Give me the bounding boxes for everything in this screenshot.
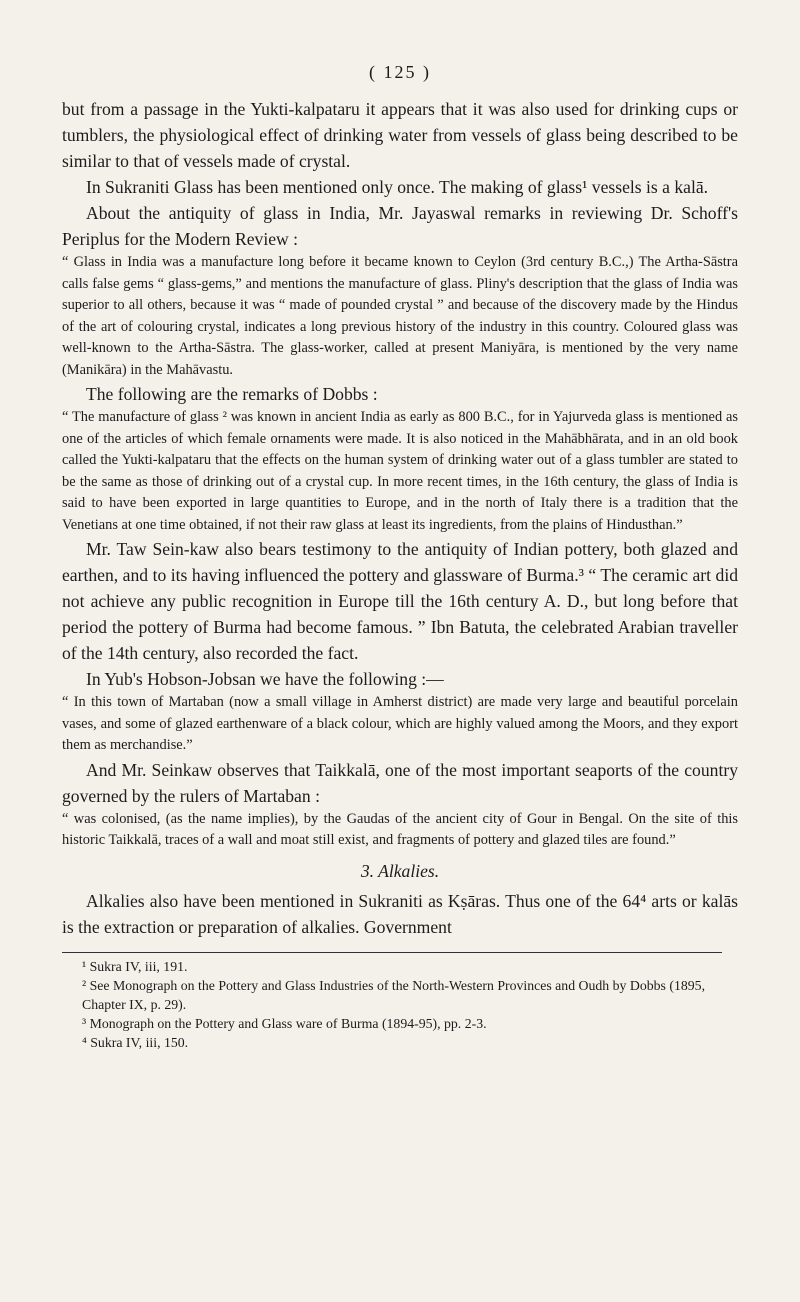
footnotes (62, 957, 738, 1052)
footnote-4: ⁴ Sukra IV, iii, 150. (82, 1034, 189, 1050)
paragraph-6: In Yub's Hobson-Jobsan we have the following :— (86, 669, 444, 689)
paragraph-8: Alkalies also have been mentioned in Sukraniti as Kṣāras. Thus one of the 64⁴ arts or kalās is the extraction or preparation of alkalies. Government (62, 890, 738, 937)
quote-3: “ In this town of Martaban (now a small village in Amherst district) are made very large and beautiful porcelain vases, and some of glazed earthenware of a black colour, which are highly valued among the Moors, and they export them as merchandise.” (62, 694, 738, 753)
footnote-divider (62, 952, 722, 953)
paragraph-7: And Mr. Seinkaw observes that Taikkalā, one of the most important seaports of the country governed by the rulers of Martaban : (62, 759, 738, 806)
paragraph-1: but from a passage in the Yukti-kalpataru it appears that it was also used for drinking cups or tumblers, the physiological effect of drinking water from vessels of glass being described to be similar to that of vessels made of crystal. (62, 99, 738, 171)
paragraph-4: The following are the remarks of Dobbs : (86, 384, 378, 404)
paragraph-5: Mr. Taw Sein-kaw also bears testimony to the antiquity of Indian pottery, both glazed and earthen, and to its having influenced the pottery and glassware of Burma.³ “ The ceramic art did not achieve any public recognition in Europe till the 16th century A. D., but long before that period the pottery of Burma had become famous. ” Ibn Batuta, the celebrated Arabian traveller of the 14th century, also recorded the fact. (62, 539, 738, 663)
quote-1: “ Glass in India was a manufacture long before it became known to Ceylon (3rd century B.C.,) The Artha-Sāstra calls false gems “ glass-gems,” and mentions the manufacture of glass. Pliny's description that the glass of India was superior to all others, because it was “ made of pounded crystal ” and because of the discovery made by the Hindus of the art of colouring crystal, indicates a long previous history of the industry in this country. Coloured glass was well-known to the Artha-Sāstra. The glass-worker, called at present Maniyāra, is mentioned by the very name (Manikāra) in the Mahāvastu. (62, 254, 738, 378)
quote-2: “ The manufacture of glass ² was known in ancient India as early as 800 B.C., for in Yajurveda glass is mentioned as one of the articles of which female ornaments were made. It is also noticed in the Mahābhārata, and in an old book called the Yukti-kalpataru that the effects on the human system of drinking water out of a glass tumbler are stated to be the same as those of drinking out of a crystal cup. In more recent times, in the 16th century, the glass of India is said to have been exported in large quantities to Europe, and in the north of Italy there is a tradition that the Venetians at one time obtained, if not their raw glass at least its ingredients, from the plains of Hindusthan.” (62, 409, 738, 533)
section-heading: 3. Alkalies. (360, 860, 440, 881)
page-body (62, 96, 738, 1052)
quote-4: “ was colonised, (as the name implies), by the Gaudas of the ancient city of Gour in Bengal. On the site of this historic Taikkalā, traces of a wall and moat still exist, and fragments of pottery and glazed tiles are found.” (62, 810, 738, 848)
paragraph-3: About the antiquity of glass in India, Mr. Jayaswal remarks in reviewing Dr. Schoff's Periplus for the Modern Review : (62, 203, 738, 249)
footnote-3: ³ Monograph on the Pottery and Glass ware of Burma (1894-95), pp. 2-3. (82, 1015, 487, 1031)
page-number: ( 125 ) (369, 62, 431, 82)
footnote-2: ² See Monograph on the Pottery and Glass Industries of the North-Western Provinces and Oudh by Dobbs (1895, Chapter IX, p. 29). (82, 977, 706, 1012)
paragraph-2: In Sukraniti Glass has been mentioned only once. The making of glass¹ vessels is a kalā. (86, 177, 709, 197)
footnote-1: ¹ Sukra IV, iii, 191. (82, 958, 188, 974)
